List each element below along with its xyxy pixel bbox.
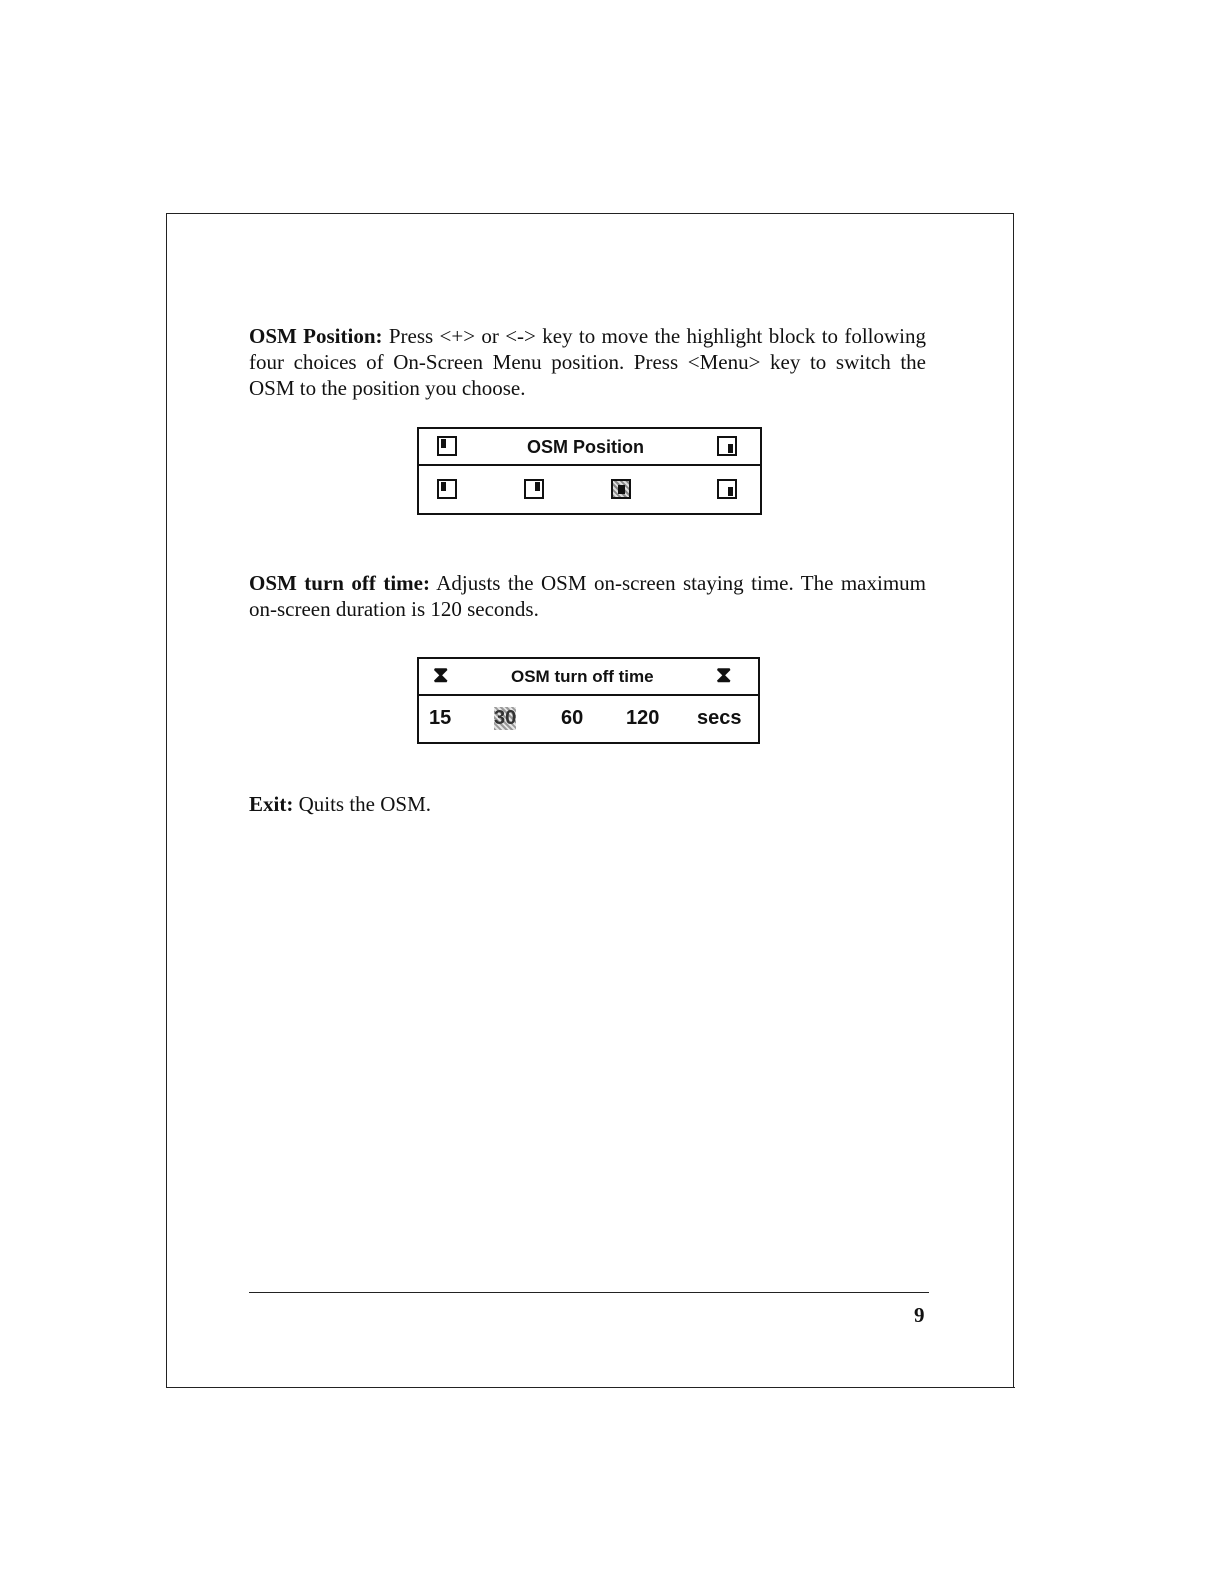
time-unit-label: secs xyxy=(697,707,742,729)
exit-label: Exit: xyxy=(249,792,294,816)
exit-text: Quits the OSM. xyxy=(298,792,432,816)
osm-turn-off-label: OSM turn off time: xyxy=(249,571,430,595)
page-frame-bottom xyxy=(166,1387,1015,1388)
page-number: 9 xyxy=(914,1303,925,1327)
osm-turn-off-menu xyxy=(417,657,760,744)
osm-turn-off-title: OSM turn off time xyxy=(511,667,654,686)
osm-turn-off-header xyxy=(419,659,758,696)
position-choice-bottom-right[interactable] xyxy=(717,479,737,499)
osm-turn-off-text: Adjusts the OSM on-screen staying time. The maximum on-screen duration is 120 seconds. xyxy=(249,571,927,621)
osm-position-text: Press <+> or <-> key to move the highlight block to following four choices of On-Screen Menu position. Press <Menu> key to switch the OSM to the position you choose. xyxy=(249,324,927,400)
top-left-position-icon xyxy=(437,436,457,456)
osm-position-menu xyxy=(417,427,762,515)
time-option-120[interactable]: 120 xyxy=(626,707,660,729)
osm-turn-off-paragraph xyxy=(249,570,926,622)
page-frame-left xyxy=(166,213,167,1388)
bottom-right-position-icon xyxy=(717,436,737,456)
osm-position-label: OSM Position: xyxy=(249,324,383,348)
osm-position-paragraph xyxy=(249,323,926,401)
osm-position-header xyxy=(419,429,760,466)
exit-paragraph xyxy=(249,791,926,817)
time-option-30-selected[interactable]: 30 xyxy=(494,707,517,729)
footer-rule xyxy=(249,1292,929,1293)
hourglass-icon: ⧗ xyxy=(433,663,449,688)
page-frame-top xyxy=(166,213,1014,214)
time-option-60[interactable]: 60 xyxy=(561,707,584,729)
hourglass-icon: ⧗ xyxy=(716,663,732,688)
osm-position-title: OSM Position xyxy=(527,437,644,457)
time-option-15[interactable]: 15 xyxy=(429,707,452,729)
osm-turn-off-values xyxy=(419,696,758,743)
position-choice-center-selected[interactable] xyxy=(611,479,631,499)
osm-position-choices xyxy=(419,466,760,513)
page-frame-right xyxy=(1013,213,1014,1388)
position-choice-top-right[interactable] xyxy=(524,479,544,499)
position-choice-top-left[interactable] xyxy=(437,479,457,499)
